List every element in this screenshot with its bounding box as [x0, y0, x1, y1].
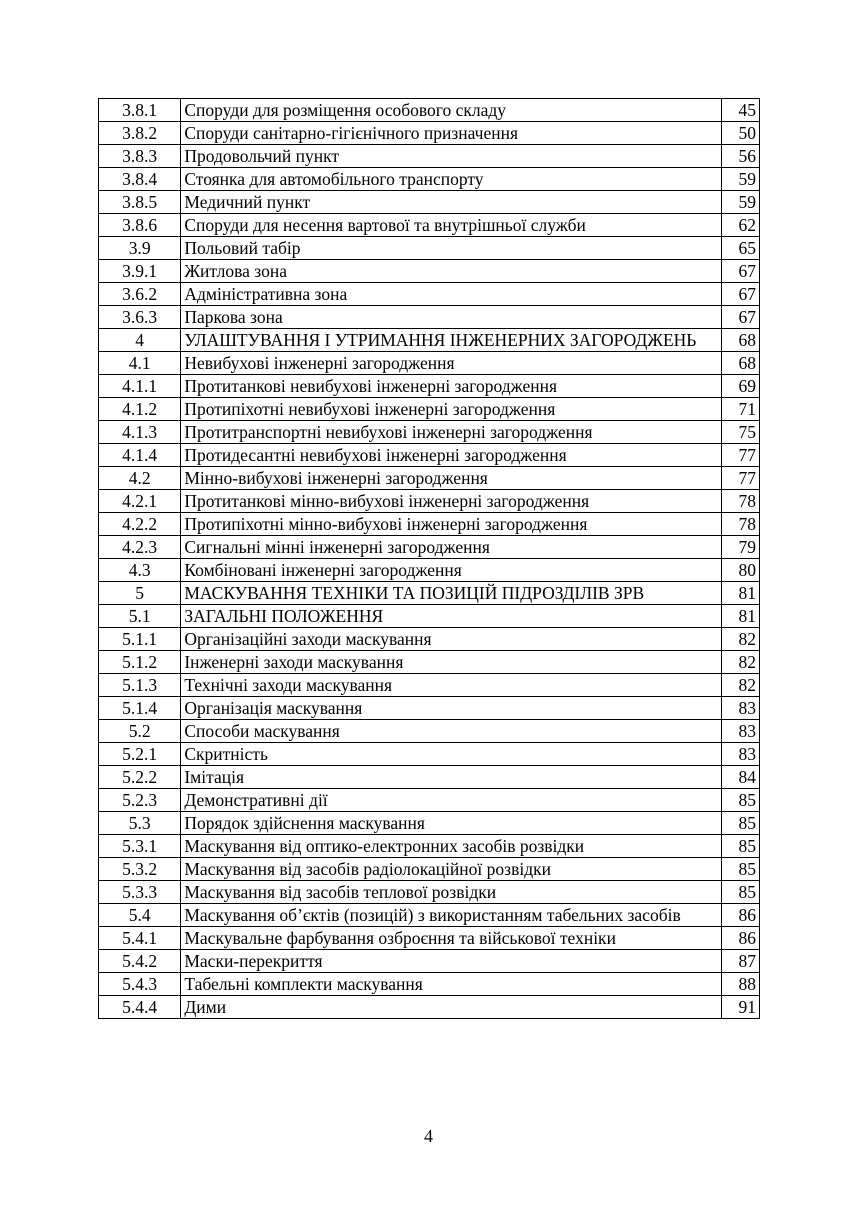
section-number: 5.1	[99, 605, 181, 628]
section-number: 4.1.4	[99, 444, 181, 467]
section-number: 3.8.2	[99, 122, 181, 145]
section-number: 4.2.1	[99, 490, 181, 513]
toc-row	[99, 743, 760, 766]
section-page-number: 59	[721, 168, 759, 191]
toc-row	[99, 490, 760, 513]
section-number: 4.1.1	[99, 375, 181, 398]
section-title: Протидесантні невибухові інженерні загородження	[181, 444, 721, 467]
section-page-number: 79	[721, 536, 759, 559]
toc-row	[99, 237, 760, 260]
toc-row	[99, 651, 760, 674]
section-number: 4	[99, 329, 181, 352]
section-number: 5.1.4	[99, 697, 181, 720]
section-page-number: 82	[721, 674, 759, 697]
section-page-number: 82	[721, 628, 759, 651]
toc-table	[98, 98, 760, 1019]
section-number: 3.8.4	[99, 168, 181, 191]
section-title: Протитанкові мінно-вибухові інженерні загородження	[181, 490, 721, 513]
section-title: Маскування від оптико-електронних засобів розвідки	[181, 835, 721, 858]
section-title: Продовольчий пункт	[181, 145, 721, 168]
section-page-number: 91	[721, 996, 759, 1019]
toc-row	[99, 766, 760, 789]
section-number: 5.1.1	[99, 628, 181, 651]
section-page-number: 82	[721, 651, 759, 674]
toc-row	[99, 559, 760, 582]
section-number: 5.4	[99, 904, 181, 927]
section-number: 4.1	[99, 352, 181, 375]
toc-row	[99, 421, 760, 444]
section-page-number: 86	[721, 927, 759, 950]
section-page-number: 80	[721, 559, 759, 582]
toc-row	[99, 513, 760, 536]
section-title: Протитанкові невибухові інженерні загородження	[181, 375, 721, 398]
section-title: Споруди для несення вартової та внутрішньої служби	[181, 214, 721, 237]
toc-row	[99, 352, 760, 375]
section-number: 5.4.3	[99, 973, 181, 996]
toc-row	[99, 467, 760, 490]
section-page-number: 78	[721, 490, 759, 513]
toc-row	[99, 329, 760, 352]
section-title: Маскувальне фарбування озброєння та військової техніки	[181, 927, 721, 950]
section-title: Імітація	[181, 766, 721, 789]
section-title: Організаційні заходи маскування	[181, 628, 721, 651]
section-number: 3.6.3	[99, 306, 181, 329]
section-page-number: 75	[721, 421, 759, 444]
section-page-number: 56	[721, 145, 759, 168]
section-title: Порядок здійснення маскування	[181, 812, 721, 835]
section-title: Адміністративна зона	[181, 283, 721, 306]
toc-row	[99, 628, 760, 651]
toc-row	[99, 375, 760, 398]
section-number: 5.2.3	[99, 789, 181, 812]
section-title: Демонстративні дії	[181, 789, 721, 812]
section-title: Протипіхотні невибухові інженерні загородження	[181, 398, 721, 421]
section-page-number: 65	[721, 237, 759, 260]
section-title: Маскування від засобів радіолокаційної розвідки	[181, 858, 721, 881]
section-title: Житлова зона	[181, 260, 721, 283]
section-number: 5.1.2	[99, 651, 181, 674]
section-page-number: 62	[721, 214, 759, 237]
section-number: 5.1.3	[99, 674, 181, 697]
section-page-number: 85	[721, 812, 759, 835]
section-title: Протипіхотні мінно-вибухові інженерні загородження	[181, 513, 721, 536]
section-page-number: 77	[721, 444, 759, 467]
section-title: Сигнальні мінні інженерні загородження	[181, 536, 721, 559]
section-page-number: 85	[721, 789, 759, 812]
toc-row	[99, 122, 760, 145]
section-page-number: 67	[721, 283, 759, 306]
section-page-number: 83	[721, 720, 759, 743]
section-title: Технічні заходи маскування	[181, 674, 721, 697]
toc-row	[99, 605, 760, 628]
toc-row	[99, 835, 760, 858]
section-number: 4.1.2	[99, 398, 181, 421]
section-title: Маски-перекриття	[181, 950, 721, 973]
section-page-number: 83	[721, 697, 759, 720]
section-number: 5.2.2	[99, 766, 181, 789]
section-number: 3.9.1	[99, 260, 181, 283]
section-number: 4.3	[99, 559, 181, 582]
section-title: Протитранспортні невибухові інженерні загородження	[181, 421, 721, 444]
toc-row	[99, 858, 760, 881]
section-title: Організація маскування	[181, 697, 721, 720]
section-page-number: 50	[721, 122, 759, 145]
toc-body	[99, 99, 760, 1019]
section-title: Паркова зона	[181, 306, 721, 329]
section-title: Табельні комплекти маскування	[181, 973, 721, 996]
section-page-number: 87	[721, 950, 759, 973]
toc-row	[99, 168, 760, 191]
section-number: 3.8.1	[99, 99, 181, 122]
section-number: 4.2	[99, 467, 181, 490]
toc-row	[99, 720, 760, 743]
section-title: Споруди санітарно-гігієнічного призначення	[181, 122, 721, 145]
section-number: 4.2.3	[99, 536, 181, 559]
section-number: 4.2.2	[99, 513, 181, 536]
section-page-number: 45	[721, 99, 759, 122]
section-title: Дими	[181, 996, 721, 1019]
section-number: 4.1.3	[99, 421, 181, 444]
section-title: Мінно-вибухові інженерні загородження	[181, 467, 721, 490]
toc-row	[99, 306, 760, 329]
section-number: 3.8.5	[99, 191, 181, 214]
toc-row	[99, 973, 760, 996]
toc-row	[99, 260, 760, 283]
toc-row	[99, 191, 760, 214]
section-page-number: 85	[721, 881, 759, 904]
section-title: Споруди для розміщення особового складу	[181, 99, 721, 122]
toc-row	[99, 996, 760, 1019]
toc-row	[99, 444, 760, 467]
toc-row	[99, 99, 760, 122]
section-page-number: 78	[721, 513, 759, 536]
section-title: Комбіновані інженерні загородження	[181, 559, 721, 582]
section-number: 3.8.6	[99, 214, 181, 237]
section-page-number: 69	[721, 375, 759, 398]
toc-row	[99, 145, 760, 168]
page-number: 4	[424, 1126, 433, 1146]
section-title: Медичний пункт	[181, 191, 721, 214]
section-number: 3.6.2	[99, 283, 181, 306]
section-page-number: 81	[721, 605, 759, 628]
section-title: МАСКУВАННЯ ТЕХНІКИ ТА ПОЗИЦІЙ ПІДРОЗДІЛІВ ЗРВ	[181, 582, 721, 605]
section-title: Інженерні заходи маскування	[181, 651, 721, 674]
section-page-number: 77	[721, 467, 759, 490]
section-title: Невибухові інженерні загородження	[181, 352, 721, 375]
section-title: Маскування від засобів теплової розвідки	[181, 881, 721, 904]
toc-row	[99, 214, 760, 237]
section-page-number: 83	[721, 743, 759, 766]
section-page-number: 71	[721, 398, 759, 421]
section-title: Маскування об’єктів (позицій) з використанням табельних засобів	[181, 904, 721, 927]
section-number: 5.2	[99, 720, 181, 743]
toc-row	[99, 536, 760, 559]
section-number: 5.4.4	[99, 996, 181, 1019]
section-number: 5.3.1	[99, 835, 181, 858]
section-page-number: 86	[721, 904, 759, 927]
section-number: 5.4.1	[99, 927, 181, 950]
section-page-number: 67	[721, 260, 759, 283]
section-title: ЗАГАЛЬНІ ПОЛОЖЕННЯ	[181, 605, 721, 628]
section-title: Скритність	[181, 743, 721, 766]
section-page-number: 67	[721, 306, 759, 329]
section-number: 3.8.3	[99, 145, 181, 168]
section-page-number: 84	[721, 766, 759, 789]
toc-row	[99, 674, 760, 697]
toc-row	[99, 283, 760, 306]
section-title: Стоянка для автомобільного транспорту	[181, 168, 721, 191]
section-page-number: 85	[721, 858, 759, 881]
toc-row	[99, 950, 760, 973]
section-title: УЛАШТУВАННЯ І УТРИМАННЯ ІНЖЕНЕРНИХ ЗАГОРОДЖЕНЬ	[181, 329, 721, 352]
section-page-number: 85	[721, 835, 759, 858]
section-number: 5.3.2	[99, 858, 181, 881]
toc-row	[99, 582, 760, 605]
toc-row	[99, 697, 760, 720]
section-page-number: 59	[721, 191, 759, 214]
section-number: 5.3.3	[99, 881, 181, 904]
toc-row	[99, 789, 760, 812]
toc-row	[99, 904, 760, 927]
toc-row	[99, 927, 760, 950]
section-page-number: 68	[721, 329, 759, 352]
toc-row	[99, 881, 760, 904]
section-page-number: 68	[721, 352, 759, 375]
section-number: 5.4.2	[99, 950, 181, 973]
toc-row	[99, 398, 760, 421]
section-title: Способи маскування	[181, 720, 721, 743]
section-number: 5.2.1	[99, 743, 181, 766]
section-number: 5	[99, 582, 181, 605]
section-title: Польовий табір	[181, 237, 721, 260]
toc-row	[99, 812, 760, 835]
section-number: 5.3	[99, 812, 181, 835]
section-page-number: 88	[721, 973, 759, 996]
section-page-number: 81	[721, 582, 759, 605]
section-number: 3.9	[99, 237, 181, 260]
